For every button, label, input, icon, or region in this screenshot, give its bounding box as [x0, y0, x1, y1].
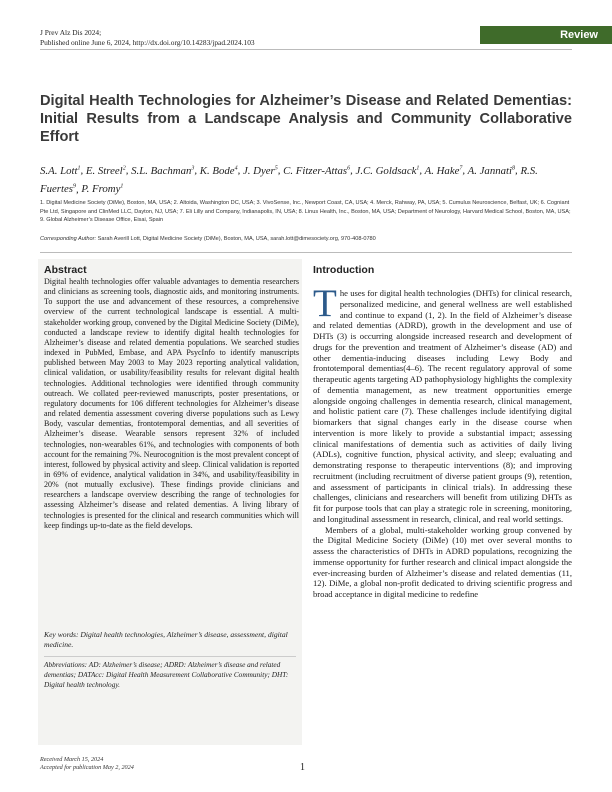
author-name: P. Fromy$^1$ — [81, 183, 124, 196]
page-number: 1 — [300, 762, 305, 773]
author-affiliation-marker: 8 — [512, 165, 516, 171]
journal-issue: J Prev Alz Dis 2024; — [40, 28, 102, 37]
author-name: C. Fitzer-Attas$^6$ — [283, 164, 351, 177]
introduction-body — [313, 282, 572, 600]
author-affiliation-marker: 4 — [234, 165, 238, 171]
section-banner — [480, 26, 612, 44]
accepted-date: Accepted for publication May 2, 2024 — [40, 764, 134, 771]
article-title: Digital Health Technologies for Alzheimer’s Disease and Related Dementias: Initial Results from a Landscape Analysis and Community Collaborative Effort — [40, 93, 572, 145]
article-dates — [40, 756, 134, 772]
section-label: Review — [560, 29, 598, 41]
author-name: S.L. Bachman$^3$ — [131, 164, 195, 177]
corresponding-details: Sarah Averill Lott, Digital Medicine Society (DiMe), Boston, MA, USA, sarah.lott@dimesociety.org, 970-408-0780 — [97, 236, 376, 242]
abstract-heading: Abstract — [44, 264, 87, 276]
author-affiliation-marker: 6 — [347, 165, 351, 171]
author-affiliation-marker: 7 — [459, 165, 463, 171]
author-name: S.A. Lott$^1$ — [40, 164, 81, 177]
corresponding-label: Corresponding Author: — [40, 236, 97, 242]
author-affiliation-marker: 5 — [274, 165, 278, 171]
author-name: E. Streel$^2$ — [85, 164, 126, 177]
author-list: S.A. Lott$^1$, E. Streel$^2$, S.L. Bachman$^3$, K. Bode$^4$, J. Dyer$^5$, C. Fitzer-Attas$^6$, J.C. Goldsack$^1$, A. Hake$^7$, A. Jannati$^8$, R.S. Fuertes$^9$, P. Fromy$^1$ — [40, 164, 538, 196]
abbreviations-divider — [44, 656, 296, 657]
introduction-paragraph-1 — [313, 282, 572, 525]
drop-cap: T — [313, 282, 337, 325]
author-name: J. Dyer$^5$ — [242, 164, 278, 177]
author-name: R.S. Fuertes$^9$ — [40, 164, 538, 196]
keywords: Key words: Digital health technologies, Alzheimer’s disease, assessment, digital medicine. — [44, 630, 288, 649]
abbreviations: Abbreviations: AD: Alzheimer’s disease; ADRD: Alzheimer’s disease and related dementias; DATAcc: Digital Health Measurement Collaborative Community; DHT: Digital health technology. — [44, 660, 289, 689]
received-date: Received March 15, 2024 — [40, 756, 104, 763]
journal-doi: Published online June 6, 2024, http://dx.doi.org/10.14283/jpad.2024.103 — [40, 38, 255, 47]
author-name: A. Hake$^7$ — [424, 164, 463, 177]
author-affiliation-marker: 3 — [191, 165, 195, 171]
author-affiliation-marker: 2 — [122, 165, 126, 171]
header-divider — [40, 49, 572, 50]
abstract-body: Digital health technologies offer valuable advantages to dementia researchers and clinicians as screening tools, diagnostic aids, and monitoring instruments. To support the use and advancement of these resources, a comprehensive overview of the current technological landscape is essential. A multi-stakeholder working group, convened by the Digital Medicine Society (DiMe), conducted a landscape review to identify digital health technologies for Alzheimer’s disease and related dementia populations. We searched studies indexed in PubMed, Embase, and APA PsycInfo to identify manuscripts published between May 2003 to May 2023 reporting analytical validation, clinical validation, or usability/feasibility results for relevant digital health technologies. Additional technologies were identified through community outreach. We collated peer-reviewed manuscripts, poster presentations, or regulatory documents for 106 different technologies for Alzheimer’s disease and related dementia assessment covering diverse populations such as Lewy Body, vascular dementias, frontotemporal dementias, and all severities of Alzheimer’s disease. Wearable sensors represent 32% of included technologies, non-wearables 61%, and technologies with components of both account for the remaining 7%. Neurocognition is the most prevalent concept of interest, followed by physical activity and sleep. Clinical validation is reported in 69% of evidence, analytical validation in 34%, and usability/feasibility in 20% (not mutually exclusive). These findings provide clinicians and researchers a landscape overview describing the range of technologies for assessing Alzheimer’s disease and related dementias. A living library of technologies is presented for the clinical and research communities which will keep findings up-to-date as the field develops. — [44, 277, 299, 530]
corresponding-author — [40, 235, 572, 243]
introduction-paragraph-2: Members of a global, multi-stakeholder working group convened by the Digital Medicine Society (DiMe) (10) met over several months to assess the characteristics of DHTs in ADRD populations, recognizing the immense opportunity for further research and clinical impact alongside the ever-increasing burden of Alzheimer’s disease and related dementias (11, 12). DiMe, a global non-profit dedicated to driving scientific progress and broad acceptance in digital medicine to redefine — [313, 524, 572, 599]
meta-divider — [40, 252, 572, 253]
author-affiliation-marker: 1 — [416, 165, 420, 171]
paragraph-1-text: he uses for digital health technologies (DHTs) for clinical research, personalized medicine, and general wellness are well established and continue to expand (1, 2). In the field of Alzheimer’s disease and related dementias (ADRD), growth in the development and use of DHTs (3) is occurring alongside increased research and development of drugs for the prevention and treatment of Alzheimer’s disease (AD) and other dementia-inducing diseases including Lewy Body and frontotemporal dementias(4–6). The recent regulatory approval of some therapeutic agents targeting AD pathophysiology highlights the complexity of dementia management, as new treatment opportunities emerge alongside ongoing challenges in dementia research, clinical management, and holistic patient care (7). These challenges include identifying digital biomarkers that signal changes early in the disease course when intervention is more likely to provide a substantial impact; assessing clinical manifestations of dementia such as activities of daily living (ADLs), cognitive function, physical activity, and sleep; evaluating and demonstrating response to therapeutic interventions (8); and improving recruitment (including recruitment of diverse patient groups (9), retention, and assessment of participants in clinical trials). In addressing these challenges, clinicians and researchers will benefit from utilizing DHTs as fit for purpose tools that can play a strategic role in screening, monitoring, and longitudinal assessment in research, clinical, and real world settings. — [313, 288, 572, 524]
affiliations: 1. Digital Medicine Society (DiMe), Boston, MA, USA; 2. Altoida, Washington DC, USA; 3. VivoSense, Inc., Newport Coast, CA, USA; 4. Merck, Rahway, PA, USA; 5. Cumulus Neuroscience, Belfast, UK; 6. Cogniant Pte Ltd, Singapore and ClinMed LLC, Dayton, NJ, USA; 7. Eli Lilly and Company, Indianapolis, IN, USA; 8. Linus Health, Inc., Boston, MA, USA; Department of Neurology, Harvard Medical School, Boston, MA, USA; 9. Global Alzheimer’s Disease Office, Eisai, Spain — [40, 200, 571, 224]
author-affiliation-marker: 1 — [120, 183, 124, 190]
introduction-heading: Introduction — [313, 264, 375, 276]
author-affiliation-marker: 9 — [72, 183, 76, 190]
journal-citation — [40, 28, 255, 48]
author-affiliation-marker: 1 — [77, 165, 81, 171]
author-name: J.C. Goldsack$^1$ — [355, 164, 420, 177]
author-name: A. Jannati$^8$ — [467, 164, 516, 177]
author-name: K. Bode$^4$ — [199, 164, 238, 177]
